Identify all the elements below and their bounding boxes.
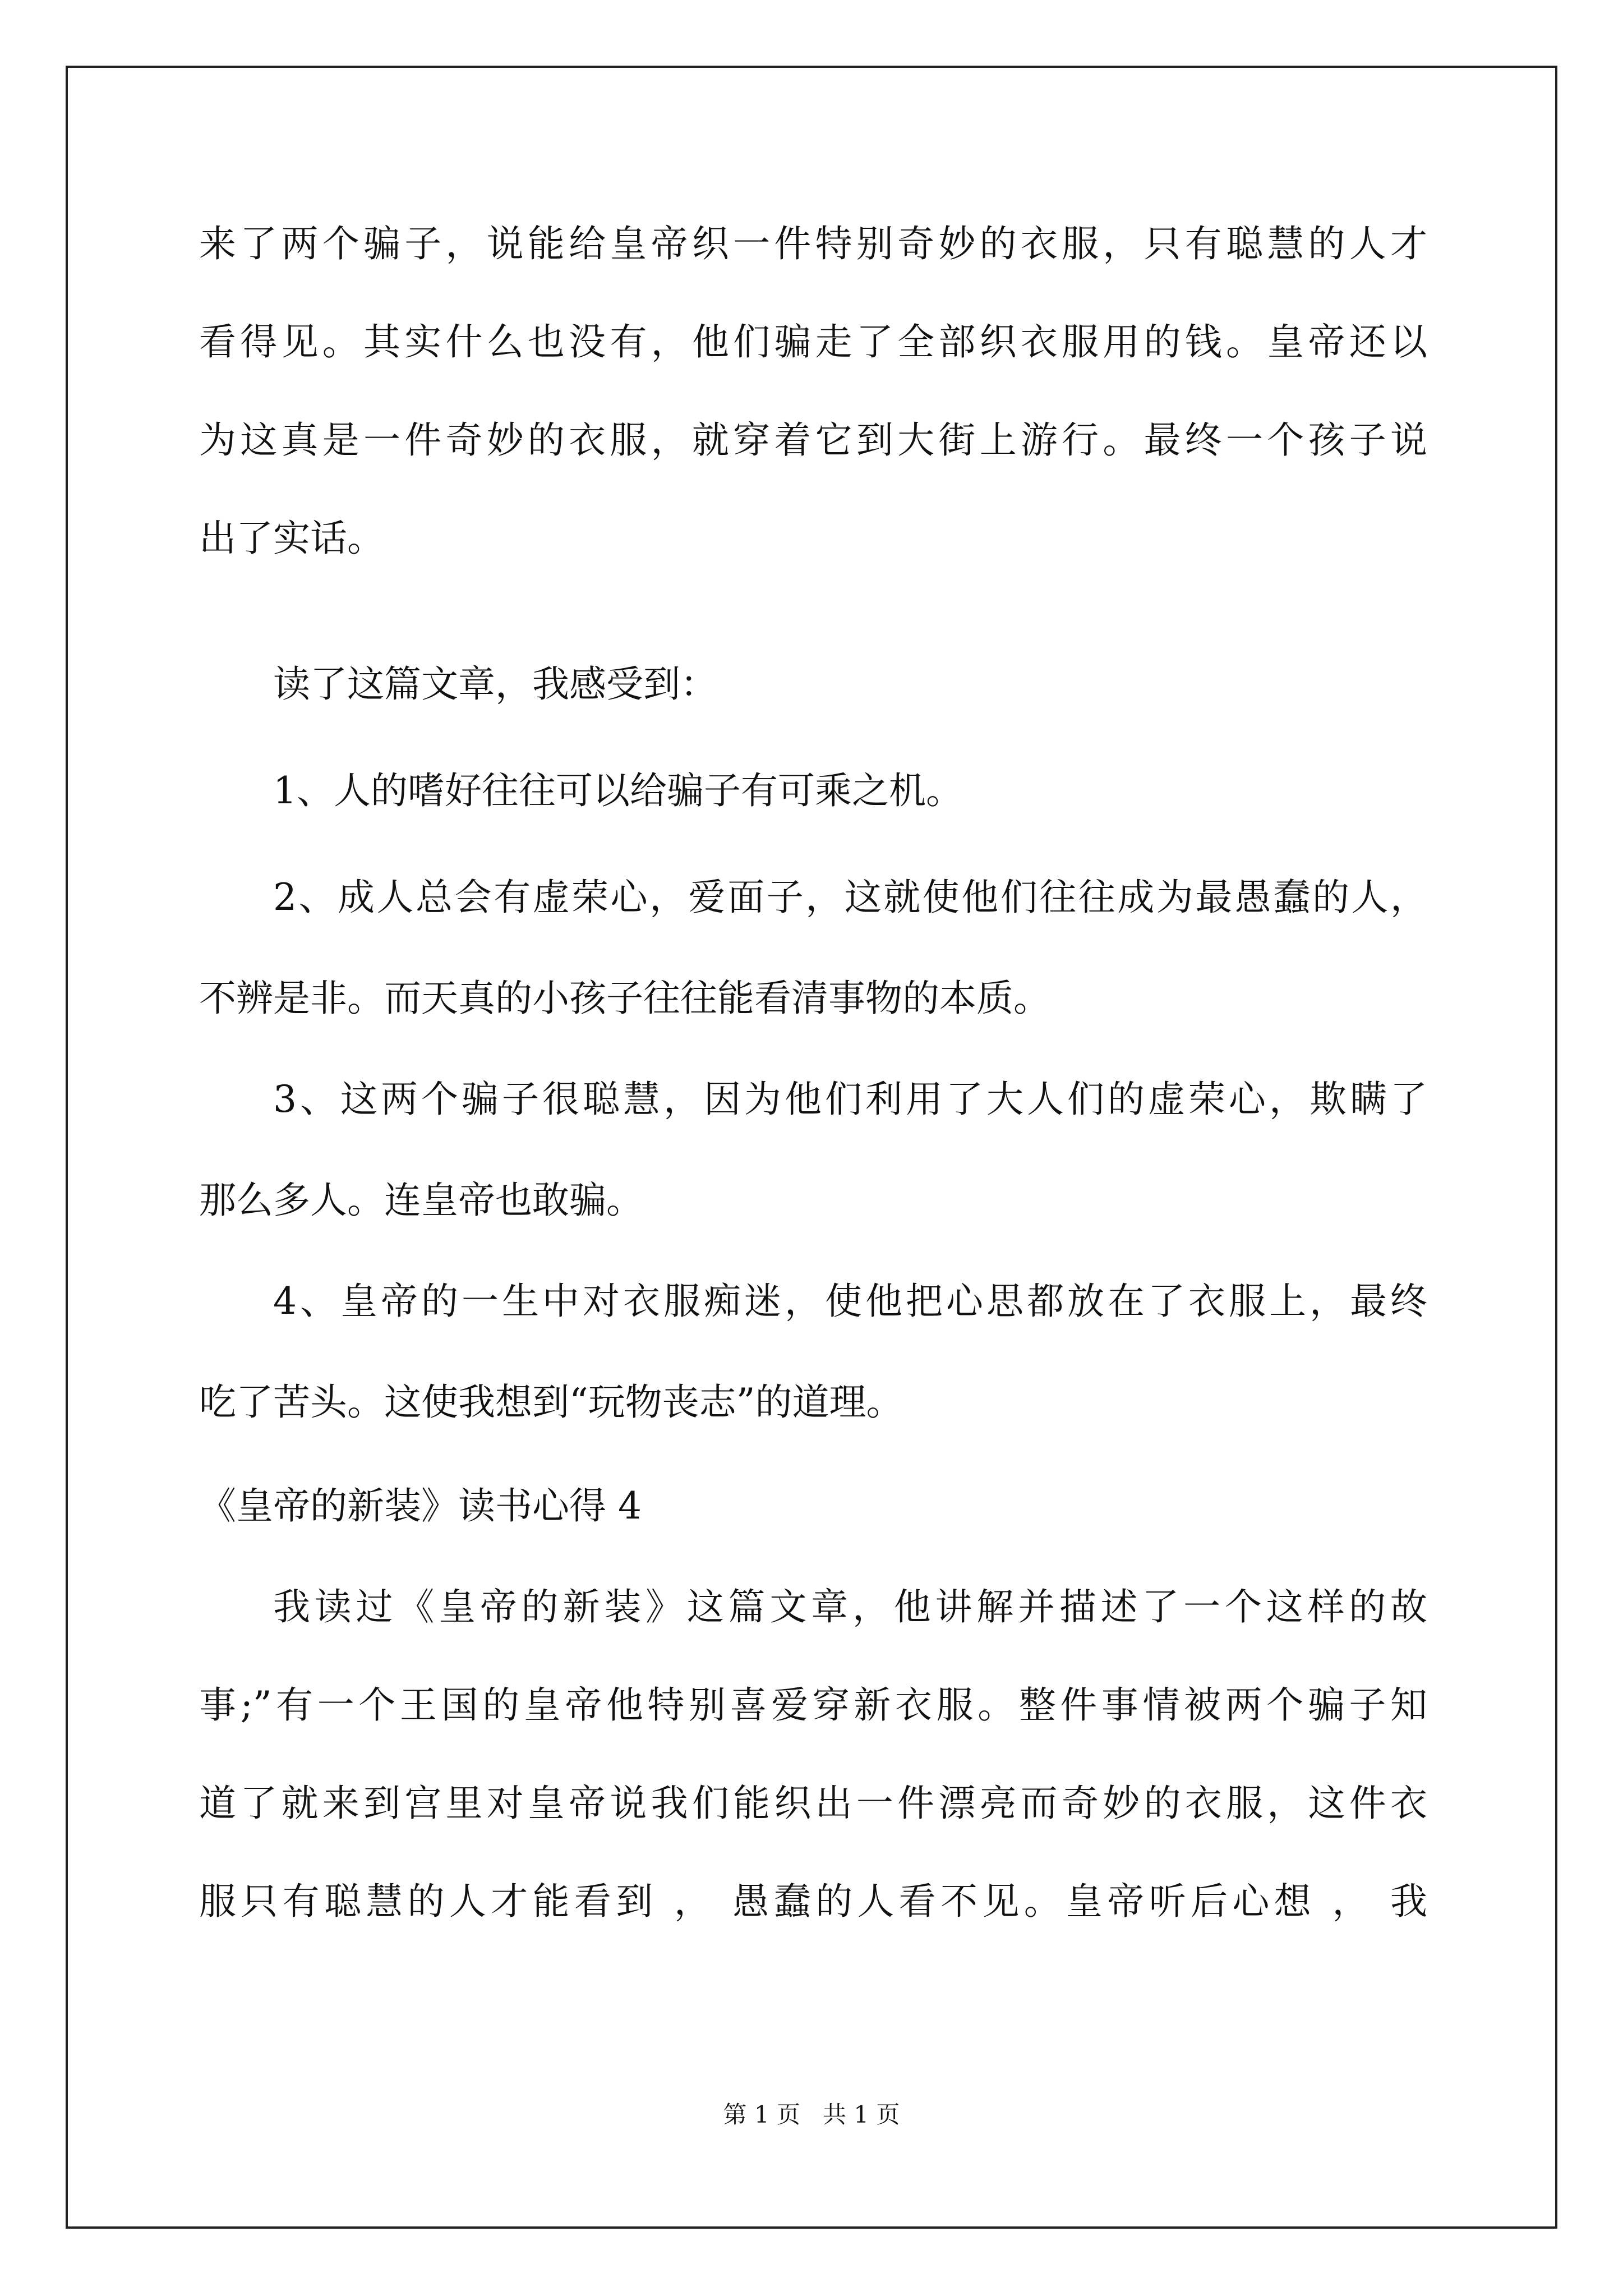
list-item: 4、皇帝的一生中对衣服痴迷，使他把心思都放在了衣服上，最终 (273, 1280, 1427, 1323)
text-line: 来了两个骗子，说能给皇帝织一件特别奇妙的衣服，只有聪慧的人才 (199, 222, 1427, 265)
section-heading: 《皇帝的新装》读书心得 4 (199, 1484, 642, 1527)
list-item: 1、人的嗜好往往可以给骗子有可乘之机。 (273, 769, 963, 812)
list-item: 3、这两个骗子很聪慧，因为他们利用了大人们的虚荣心，欺瞒了 (273, 1078, 1427, 1121)
text-line: 我读过《皇帝的新装》这篇文章，他讲解并描述了一个这样的故 (273, 1585, 1427, 1628)
text-line: 出了实话。 (199, 517, 384, 560)
text-line: 道了就来到宫里对皇帝说我们能织出一件漂亮而奇妙的衣服，这件衣 (199, 1782, 1427, 1825)
text-line: 吃了苦头。这使我想到“玩物丧志”的道理。 (199, 1381, 903, 1424)
text-line: 读了这篇文章，我感受到： (273, 662, 717, 706)
text-line: 为这真是一件奇妙的衣服，就穿着它到大街上游行。最终一个孩子说 (199, 418, 1427, 462)
page-footer: 第 1 页 共 1 页 (723, 2101, 900, 2128)
list-item: 2、成人总会有虚荣心，爱面子，这就使他们往往成为最愚蠢的人， (273, 876, 1427, 919)
text-line: 服只有聪慧的人才能看到 ， 愚蠢的人看不见。皇帝听后心想 ， 我 (199, 1880, 1427, 1923)
text-line: 不辨是非。而天真的小孩子往往能看清事物的本质。 (199, 977, 1050, 1020)
text-line: 看得见。其实什么也没有，他们骗走了全部织衣服用的钱。皇帝还以 (199, 320, 1427, 364)
text-line: 那么多人。连皇帝也敢骗。 (199, 1179, 643, 1222)
text-line: 事;”有一个王国的皇帝他特别喜爱穿新衣服。整件事情被两个骗子知 (199, 1683, 1427, 1727)
